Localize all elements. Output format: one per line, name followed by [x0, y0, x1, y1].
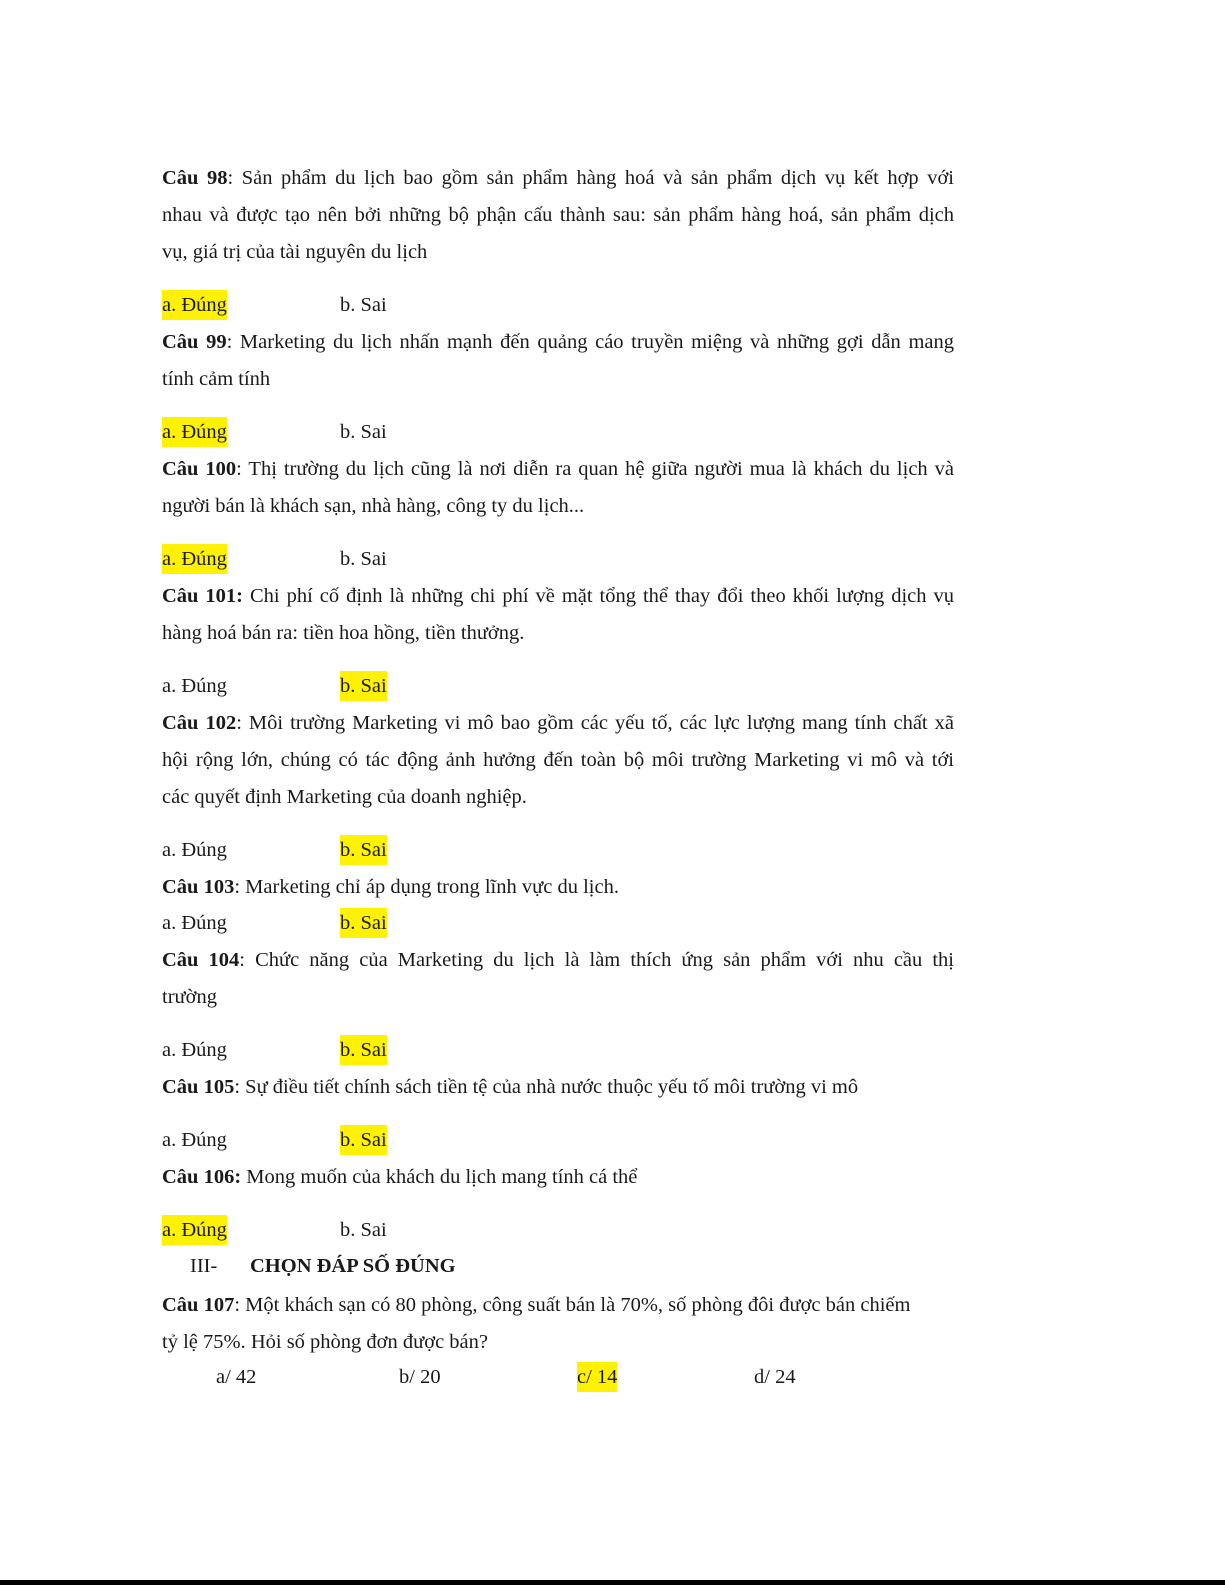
question-107-option-b: b/ 20	[399, 1366, 441, 1388]
question-98-label: Câu 98	[162, 167, 228, 189]
question-103-option-a: a. Đúng	[162, 912, 227, 934]
question-106-line-1: Câu 106: Mong muốn của khách du lịch mang tính cá thể	[162, 1166, 638, 1188]
question-102-line-1: Câu 102: Môi trường Marketing vi mô bao gồm các yếu tố, các lực lượng mang tính chất xã	[162, 712, 954, 734]
question-107-line-2: tỷ lệ 75%. Hỏi số phòng đơn được bán?	[162, 1331, 489, 1353]
question-98-option-a: a. Đúng	[162, 290, 227, 320]
question-99-option-b: b. Sai	[340, 421, 387, 443]
question-100-line-1: Câu 100: Thị trường du lịch cũng là nơi diễn ra quan hệ giữa người mua là khách du lịch và	[162, 458, 954, 480]
question-100-line-2: người bán là khách sạn, nhà hàng, công ty du lịch...	[162, 495, 585, 517]
question-99-line-1: Câu 99: Marketing du lịch nhấn mạnh đến quảng cáo truyền miệng và những gợi dẫn mang	[162, 331, 954, 353]
question-99-option-a: a. Đúng	[162, 417, 227, 447]
question-99-label: Câu 99	[162, 331, 227, 353]
question-107-line-1: Câu 107: Một khách sạn có 80 phòng, công suất bán là 70%, số phòng đôi được bán chiếm	[162, 1294, 911, 1316]
question-100-option-a: a. Đúng	[162, 544, 227, 574]
question-102-line-2: hội rộng lớn, chúng có tác động ảnh hưởng đến toàn bộ môi trường Marketing vi mô và tới	[162, 749, 954, 771]
page-bottom-border	[0, 1580, 1225, 1585]
question-101-line-1: Câu 101: Chi phí cố định là những chi phí về mặt tổng thể thay đổi theo khối lượng dịch vụ	[162, 585, 954, 607]
question-102-option-a: a. Đúng	[162, 839, 227, 861]
question-104-option-b: b. Sai	[340, 1035, 387, 1065]
question-101-label: Câu 101:	[162, 585, 244, 607]
section-heading	[190, 1251, 456, 1281]
question-101-line-2: hàng hoá bán ra: tiền hoa hồng, tiền thưởng.	[162, 622, 525, 644]
question-98-line-3: vụ, giá trị của tài nguyên du lịch	[162, 241, 428, 263]
question-102-line-3: các quyết định Marketing của doanh nghiệp.	[162, 786, 527, 808]
question-107-option-c: c/ 14	[577, 1362, 617, 1392]
section-number: III-	[190, 1255, 218, 1277]
question-104-line-1: Câu 104: Chức năng của Marketing du lịch là làm thích ứng sản phẩm với nhu cầu thị	[162, 949, 954, 971]
question-102-label: Câu 102	[162, 712, 237, 734]
question-99-line-2: tính cảm tính	[162, 368, 271, 390]
question-106-option-a: a. Đúng	[162, 1215, 227, 1245]
question-104-option-a: a. Đúng	[162, 1039, 227, 1061]
question-104-line-2: trường	[162, 986, 217, 1008]
question-105-line-1: Câu 105: Sự điều tiết chính sách tiền tệ của nhà nước thuộc yếu tố môi trường vi mô	[162, 1076, 859, 1098]
question-105-option-a: a. Đúng	[162, 1129, 227, 1151]
question-107-option-a: a/ 42	[216, 1366, 257, 1388]
question-103-option-b: b. Sai	[340, 908, 387, 938]
question-101-option-a: a. Đúng	[162, 675, 227, 697]
question-103-line-1: Câu 103: Marketing chỉ áp dụng trong lĩnh vực du lịch.	[162, 876, 619, 898]
question-102-option-b: b. Sai	[340, 835, 387, 865]
question-105-option-b: b. Sai	[340, 1125, 387, 1155]
question-100-option-b: b. Sai	[340, 548, 387, 570]
section-title: CHỌN ĐÁP SỐ ĐÚNG	[250, 1255, 456, 1277]
question-105-label: Câu 105	[162, 1076, 235, 1098]
question-103-label: Câu 103	[162, 876, 235, 898]
question-98-line-2: nhau và được tạo nên bởi những bộ phận cấu thành sau: sản phẩm hàng hoá, sản phẩm dịch	[162, 204, 954, 226]
question-101-option-b: b. Sai	[340, 671, 387, 701]
question-104-label: Câu 104	[162, 949, 240, 971]
question-106-label: Câu 106:	[162, 1166, 242, 1188]
question-98-option-b: b. Sai	[340, 294, 387, 316]
question-106-option-b: b. Sai	[340, 1219, 387, 1241]
question-107-label: Câu 107	[162, 1294, 235, 1316]
question-107-option-d: d/ 24	[754, 1366, 796, 1388]
question-98-line-1: Câu 98: Sản phẩm du lịch bao gồm sản phẩm hàng hoá và sản phẩm dịch vụ kết hợp với	[162, 167, 954, 189]
question-100-label: Câu 100	[162, 458, 237, 480]
